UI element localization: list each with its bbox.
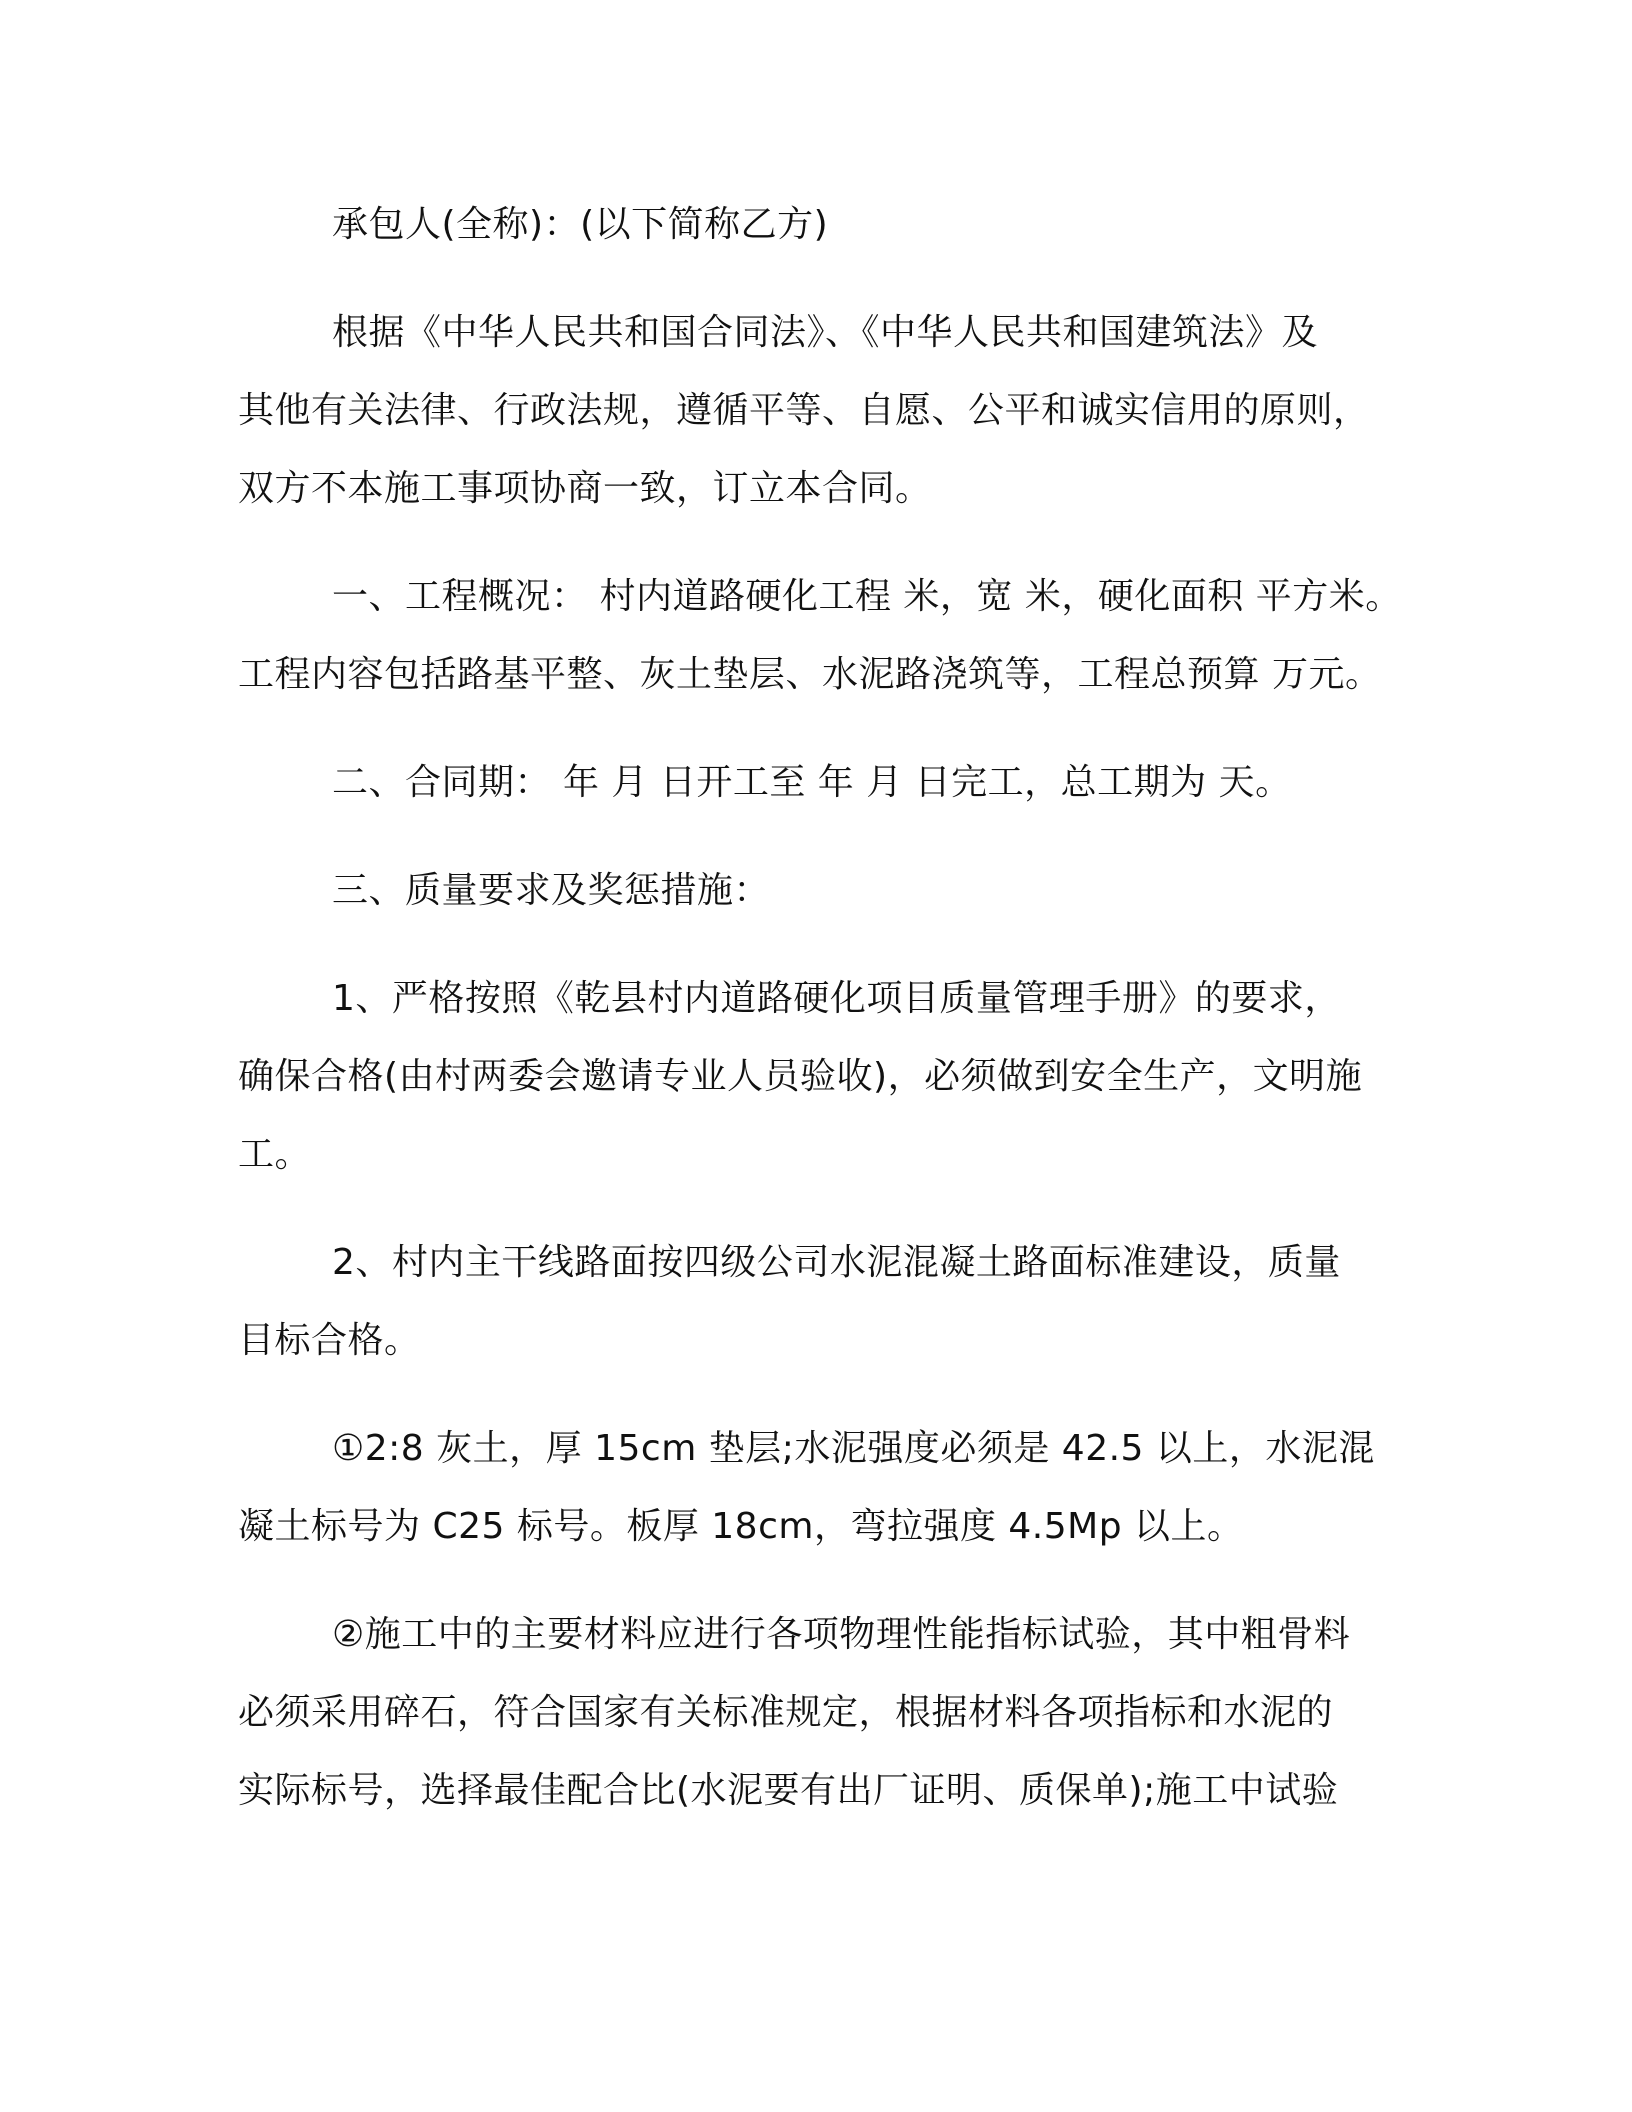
text-line: 2、村内主干线路面按四级公司水泥混凝土路面标准建设，质量 [332, 1242, 1341, 1283]
text-line: 二、合同期： 年 月 日开工至 年 月 日完工，总工期为 天。 [332, 762, 1292, 803]
text-line: ②施工中的主要材料应进行各项物理性能指标试验，其中粗骨料 [332, 1614, 1351, 1655]
text-line: 工。 [238, 1134, 312, 1175]
paragraph-p3 [238, 558, 1402, 714]
paragraph-p9 [238, 1596, 1398, 1830]
paragraph-p5 [238, 852, 1398, 930]
text-line: 确保合格(由村两委会邀请专业人员验收)，必须做到安全生产，文明施 [238, 1056, 1363, 1097]
paragraph-p2 [238, 294, 1398, 528]
text-line: ①2:8 灰土，厚 15cm 垫层;水泥强度必须是 42.5 以上，水泥混 [332, 1428, 1375, 1469]
paragraph-p4 [238, 744, 1398, 822]
text-line: 双方不本施工事项协商一致，订立本合同。 [238, 468, 932, 509]
text-line: 目标合格。 [238, 1320, 421, 1361]
text-line: 一、工程概况： 村内道路硬化工程 米，宽 米，硬化面积 平方米。 [332, 576, 1402, 617]
text-line: 三、质量要求及奖惩措施： [332, 870, 771, 911]
paragraph-p8 [238, 1410, 1398, 1566]
text-line: 其他有关法律、行政法规，遵循平等、自愿、公平和诚实信用的原则， [238, 390, 1370, 431]
text-line: 实际标号，选择最佳配合比(水泥要有出厂证明、质保单);施工中试验 [238, 1770, 1339, 1811]
paragraph-p6 [238, 960, 1398, 1194]
text-line: 工程内容包括路基平整、灰土垫层、水泥路浇筑等，工程总预算 万元。 [238, 654, 1382, 695]
document-body [238, 186, 1402, 1860]
paragraph-p7 [238, 1224, 1398, 1380]
text-line: 必须采用碎石，符合国家有关标准规定，根据材料各项指标和水泥的 [238, 1692, 1334, 1733]
text-line: 凝土标号为 C25 标号。板厚 18cm，弯拉强度 4.5Mp 以上。 [238, 1506, 1244, 1547]
paragraph-p1 [238, 186, 1398, 264]
text-line: 根据《中华人民共和国合同法》、《中华人民共和国建筑法》及 [332, 312, 1319, 353]
text-line: 承包人(全称)：(以下简称乙方) [332, 204, 829, 245]
text-line: 1、严格按照《乾县村内道路硬化项目质量管理手册》的要求， [332, 978, 1341, 1019]
